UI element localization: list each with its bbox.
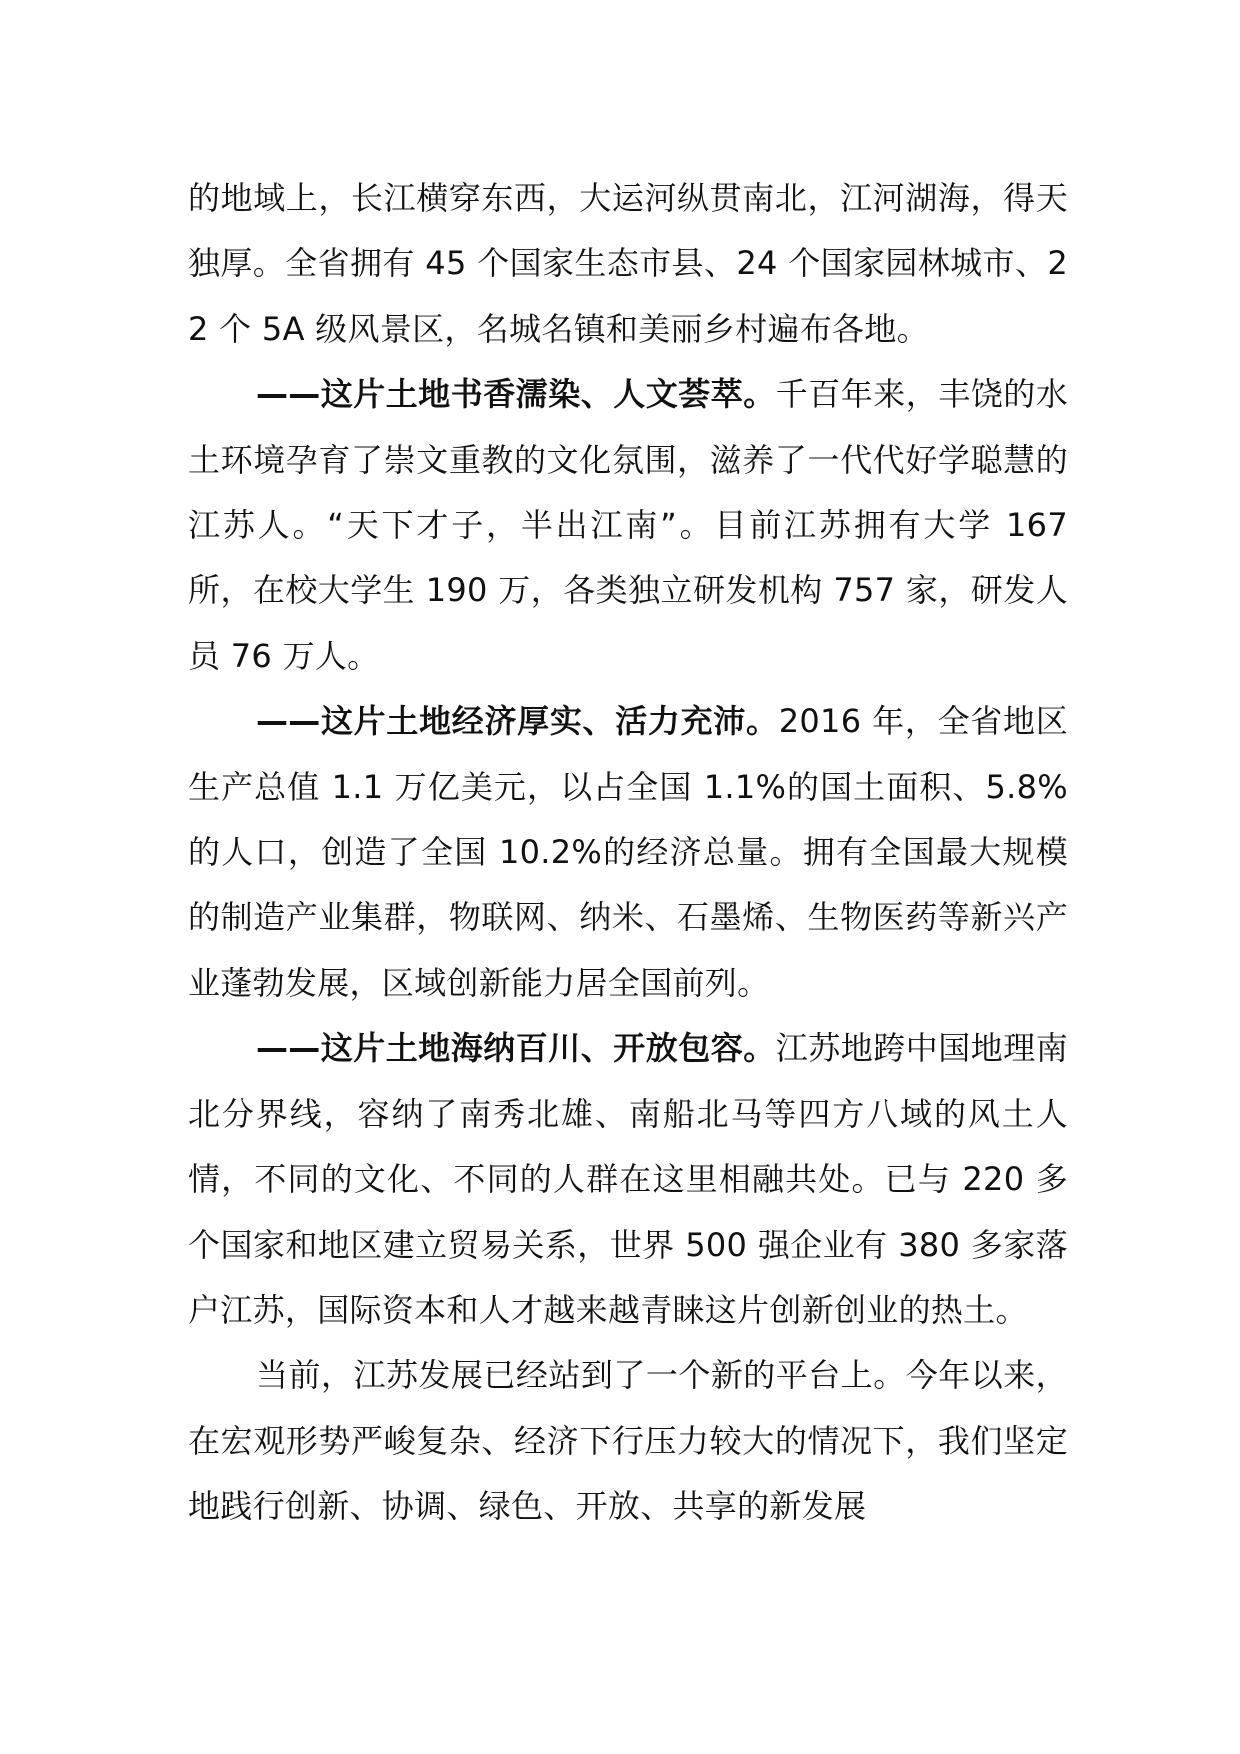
paragraph-text: 千百年来，丰饶的水土环境孕育了崇文重教的文化氛围，滋养了一代代好学聪慧的江苏人。“天下才子，半出江南”。目前江苏拥有大学 167 所，在校大学生 190 万，各类独立研发机构 757 家，研发人员 76 万人。 [188, 375, 1068, 675]
paragraph-lead-heading: ——这片土地海纳百川、开放包容。 [256, 1029, 776, 1068]
paragraph-continuation [188, 166, 1068, 362]
paragraph-text: 的地域上，长江横穿东西，大运河纵贯南北，江河湖海，得天独厚。全省拥有 45 个国家生态市县、24 个国家园林城市、22 个 5A 级风景区，名城名镇和美丽乡村遍布各地。 [188, 179, 1068, 348]
paragraph-economy [188, 689, 1068, 1016]
paragraph-lead-heading: ——这片土地书香濡染、人文荟萃。 [256, 375, 776, 414]
paragraph-openness [188, 1016, 1068, 1343]
paragraph-culture [188, 362, 1068, 689]
paragraph-text: 江苏地跨中国地理南北分界线，容纳了南秀北雄、南船北马等四方八域的风土人情，不同的文化、不同的人群在这里相融共处。已与 220 多个国家和地区建立贸易关系，世界 500 强企业有 380 多家落户江苏，国际资本和人才越来越青睐这片创新创业的热土。 [188, 1029, 1068, 1329]
paragraph-current [188, 1343, 1068, 1539]
paragraph-text: 当前，江苏发展已经站到了一个新的平台上。今年以来，在宏观形势严峻复杂、经济下行压力较大的情况下，我们坚定地践行创新、协调、绿色、开放、共享的新发展 [188, 1356, 1068, 1526]
paragraph-text: 2016 年，全省地区生产总值 1.1 万亿美元，以占全国 1.1%的国土面积、5.8%的人口，创造了全国 10.2%的经济总量。拥有全国最大规模的制造产业集群，物联网、纳米、石墨烯、生物医药等新兴产业蓬勃发展，区域创新能力居全国前列。 [188, 702, 1068, 1002]
document-body [188, 166, 1068, 1540]
paragraph-lead-heading: ——这片土地经济厚实、活力充沛。 [256, 702, 779, 741]
